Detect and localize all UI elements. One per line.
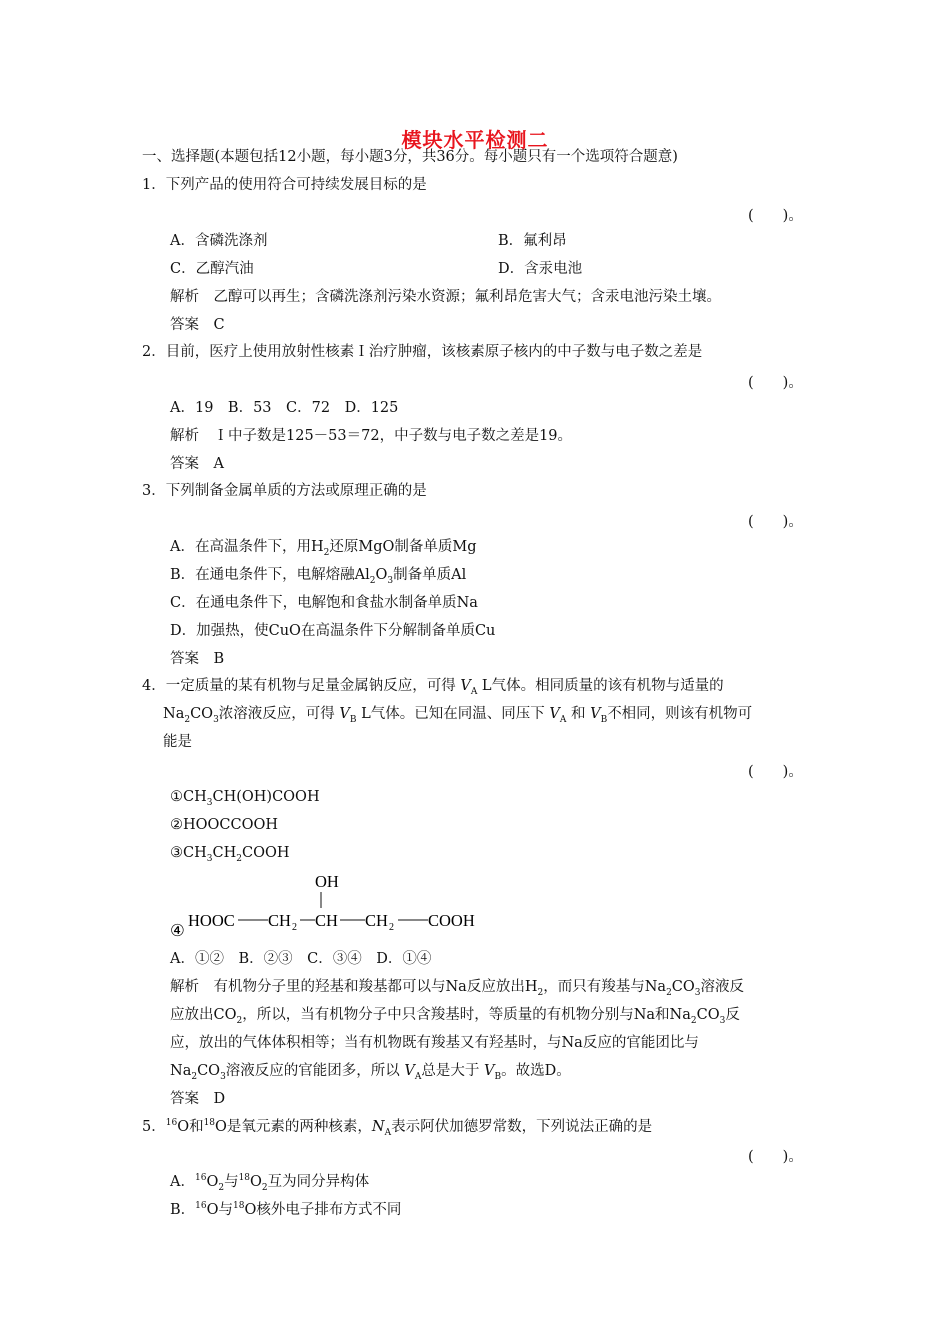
- q1-stem: 1．下列产品的使用符合可持续发展目标的是: [142, 177, 427, 193]
- q3-option-d: D．加强热，使CuO在高温条件下分解制备单质Cu: [170, 623, 496, 639]
- section-heading: 一、选择题(本题包括12小题，每小题3分，共36分。每小题只有一个选项符合题意): [142, 149, 678, 165]
- q4-compound-4-structure: [170, 870, 500, 940]
- hydroxyl-group: OH: [315, 872, 339, 891]
- q3-answer-blank: ( )。: [748, 514, 803, 530]
- q5-option-a: A．$^{16}O_2$与$^{18}O_2$互为同分异构体: [170, 1173, 370, 1193]
- q1-answer-blank: ( )。: [748, 208, 803, 224]
- q1-option-c: C．乙醇汽油: [170, 261, 254, 277]
- methylene-1: CH: [268, 911, 291, 930]
- q4-analysis-line4: $Na_2CO_3$溶液反应的官能团多，所以 $V_A$总是大于 $V_B$。故选D。: [170, 1063, 571, 1082]
- methylene-2-sub: 2: [389, 922, 394, 933]
- page-title: 模块水平检测二: [401, 128, 549, 152]
- q4-compound-2: ②HOOCCOOH: [170, 817, 279, 833]
- q5-stem: 5．$^{16}$O和$^{18}$O是氧元素的两种核素，$N_A$表示阿伏加德罗常数，下列说法正确的是: [142, 1118, 653, 1138]
- q1-option-d: D．含汞电池: [498, 261, 583, 277]
- q2-options: A．19 B．53 C．72 D．125: [170, 400, 399, 416]
- q4-stem-line3: 能是: [163, 734, 192, 750]
- carboxyl-right: COOH: [428, 911, 475, 930]
- q2-answer-blank: ( )。: [748, 375, 803, 391]
- q4-compound-3: $③CH_3CH_2COOH$: [170, 845, 290, 864]
- methylene-2: CH: [365, 911, 388, 930]
- q2-answer: 答案 A: [170, 456, 224, 472]
- methine: CH: [315, 911, 338, 930]
- methylene-1-sub: 2: [292, 922, 297, 933]
- q1-option-b: B．氟利昂: [498, 233, 567, 249]
- q4-stem-line1: 4．一定质量的某有机物与足量金属钠反应，可得 $V_A$ L气体。相同质量的该有机物与适量的: [142, 678, 724, 697]
- q4-analysis-line2: 应放出$CO_2$，所以，当有机物分子中只含羧基时，等质量的有机物分别与Na和$Na_2CO_3$反: [170, 1007, 740, 1026]
- q3-answer: 答案 B: [170, 651, 225, 667]
- q3-option-a: A．在高温条件下，用$H_2$还原MgO制备单质Mg: [170, 539, 477, 558]
- q1-answer: 答案 C: [170, 317, 225, 333]
- q4-options: A．①② B．②③ C．③④ D．①④: [170, 951, 432, 967]
- q4-compound-1: $①CH_3CH(OH)COOH$: [170, 789, 320, 808]
- q4-stem-line2: $Na_2CO_3$浓溶液反应，可得 $V_B$ L气体。已知在同温、同压下 $V_A$ 和 $V_B$不相同，则该有机物可: [163, 706, 753, 725]
- q1-option-a: A．含磷洗涤剂: [170, 233, 268, 249]
- q2-analysis: 解析 Ｉ中子数是125－53＝72，中子数与电子数之差是19。: [170, 428, 573, 444]
- carboxyl-left: HOOC: [188, 911, 235, 930]
- q5-answer-blank: ( )。: [748, 1149, 803, 1165]
- q3-stem: 3．下列制备金属单质的方法或原理正确的是: [142, 483, 427, 499]
- q4-analysis-line3: 应，放出的气体体积相等；当有机物既有羧基又有羟基时，与Na反应的官能团比与: [170, 1035, 699, 1051]
- q3-option-c: C．在通电条件下，电解饱和食盐水制备单质Na: [170, 595, 478, 611]
- q5-option-b: B．$^{16}$O与$^{18}$O核外电子排布方式不同: [170, 1201, 402, 1218]
- q4-compound-4-label: ④: [170, 921, 185, 940]
- q4-answer-blank: ( )。: [748, 764, 803, 780]
- q1-analysis: 解析 乙醇可以再生；含磷洗涤剂污染水资源；氟利昂危害大气；含汞电池污染土壤。: [170, 289, 721, 305]
- q3-option-b: B．在通电条件下，电解熔融$Al_2O_3$制备单质Al: [170, 567, 467, 586]
- q2-stem: 2．目前，医疗上使用放射性核素Ｉ治疗肿瘤，该核素原子核内的中子数与电子数之差是: [142, 344, 703, 360]
- q4-analysis-line1: 解析 有机物分子里的羟基和羧基都可以与Na反应放出$H_2$，而只有羧基与$Na_2CO_3$溶液反: [170, 979, 745, 998]
- q4-answer: 答案 D: [170, 1091, 226, 1107]
